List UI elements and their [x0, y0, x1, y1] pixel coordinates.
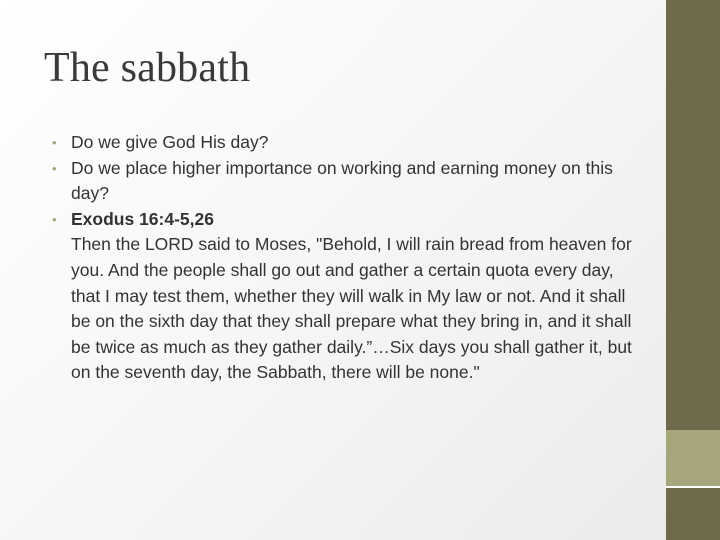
bullet-text: Do we give God His day?	[71, 132, 269, 152]
bullet-text: Do we place higher importance on working and earning money on this day?	[71, 157, 613, 204]
scripture-quote: Then the LORD said to Moses, "Behold, I will rain bread from heaven for you. And the people shall go out and gather a certain quota every day, that I may test them, whether they will walk in My law or not. And it shall be on the sixth day that they shall prepare what they bring in, and it shall be twice as much as they gather daily.”…Six days you shall gather it, but on the seventh day, the Sabbath, there will be none."	[71, 234, 632, 383]
side-bar-bottom	[666, 488, 720, 540]
bullet-list	[52, 130, 632, 386]
side-bar-accent	[666, 430, 720, 488]
scripture-reference: Exodus 16:4-5,26	[71, 208, 214, 229]
bullet-item-2	[52, 156, 632, 207]
bullet-dot-icon: •	[52, 160, 57, 176]
bullet-dot-icon: •	[52, 211, 57, 227]
bullet-item-3	[52, 207, 632, 386]
side-bar-top	[666, 0, 720, 430]
bullet-dot-icon: •	[52, 135, 57, 150]
slide-title: The sabbath	[44, 45, 251, 91]
bullet-item-1	[52, 130, 632, 156]
